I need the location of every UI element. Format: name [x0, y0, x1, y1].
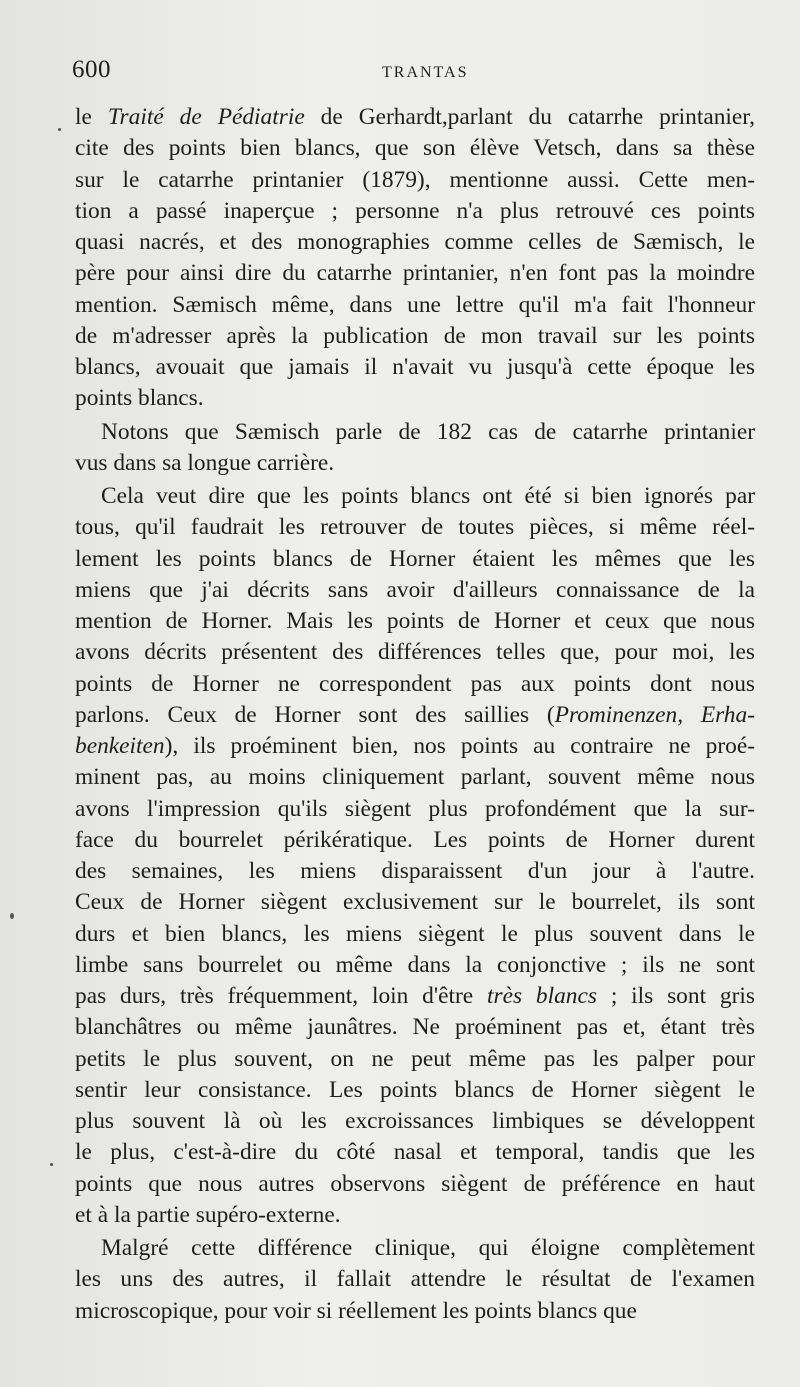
text-run: parlons. Ceux de Horner sont des saillies (: [75, 701, 555, 728]
text-line: et à la partie supéro-externe.: [75, 1201, 341, 1228]
text-line: Cela veut dire que les points blancs ont été si bien ignorés par: [101, 483, 755, 509]
text-line: points que nous autres observons siègent de préférence en haut: [75, 1170, 755, 1197]
text-line: miens que j'ai décrits sans avoir d'ailleurs connaissance de la: [75, 576, 755, 603]
text-line: Malgré cette différence clinique, qui éloigne complètement: [101, 1235, 755, 1261]
text-line: des semaines, les miens disparaissent d'un jour à l'autre.: [75, 858, 755, 884]
text-line: mention. Sæmisch même, dans une lettre qu'il m'a fait l'honneur: [75, 291, 755, 318]
text-line: avons décrits présentent des différences telles que, pour moi, les: [75, 639, 755, 666]
body-text: [75, 102, 755, 1327]
paragraph: [75, 481, 755, 1231]
paragraph: [75, 102, 755, 415]
text-line: [75, 731, 755, 762]
text-line: tous, qu'il faudrait les retrouver de toutes pièces, si même réel-: [75, 514, 755, 541]
text-line: [75, 981, 755, 1012]
text-line: durs et bien blancs, les miens siègent le plus souvent dans le: [75, 920, 755, 947]
text-line: sur le catarrhe printanier (1879), mentionne aussi. Cette men-: [75, 166, 755, 193]
text-line: blanchâtres ou même jaunâtres. Ne proéminent pas et, étant très: [75, 1014, 755, 1041]
paragraph: [75, 1233, 755, 1327]
italic-run: benkeiten: [75, 733, 165, 759]
italic-run: Traité de Pédiatrie: [107, 104, 305, 130]
text-run: le: [75, 104, 108, 130]
text-line: [75, 102, 755, 133]
text-line: tion a passé inaperçue ; personne n'a plus retrouvé ces points: [75, 197, 755, 224]
text-line: quasi nacrés, et des monographies comme celles de Sæmisch, le: [75, 229, 755, 255]
text-line: plus souvent là où les excroissances limbiques se développent: [75, 1108, 755, 1134]
print-speck: [10, 913, 14, 919]
running-head: TRANTAS: [382, 64, 469, 81]
text-line: père pour ainsi dire du catarrhe printanier, n'en font pas la moindre: [75, 260, 755, 287]
text-line: Ceux de Horner siègent exclusivement sur le bourrelet, ils sont: [75, 889, 755, 916]
text-line: de m'adresser après la publication de mon travail sur les points: [75, 322, 755, 349]
paragraph: [75, 417, 755, 480]
text-line: [75, 700, 755, 731]
text-line: le plus, c'est-à-dire du côté nasal et temporal, tandis que les: [75, 1139, 755, 1166]
text-run: pas durs, très fréquemment, loin d'être: [75, 983, 487, 1009]
text-line: sentir leur consistance. Les points blancs de Horner siègent le: [75, 1076, 755, 1103]
text-line: vus dans sa longue carrière.: [75, 449, 335, 476]
page-number: 600: [72, 56, 111, 83]
text-line: blancs, avouait que jamais il n'avait vu jusqu'à cette époque les: [75, 354, 755, 380]
text-line: lement les points blancs de Horner étaient les mêmes que les: [75, 545, 755, 572]
text-line: mention de Horner. Mais les points de Horner et ceux que nous: [75, 608, 755, 634]
text-line: microscopique, pour voir si réellement les points blancs que: [75, 1297, 637, 1324]
italic-run: Prominenzen, Erha-: [554, 701, 755, 728]
text-line: Notons que Sæmisch parle de 182 cas de catarrhe printanier: [101, 418, 755, 445]
text-line: limbe sans bourrelet ou même dans la conjonctive ; ils ne sont: [75, 951, 755, 978]
text-line: points de Horner ne correspondent pas aux points dont nous: [75, 670, 755, 697]
text-line: face du bourrelet périkératique. Les points de Horner durent: [75, 826, 755, 853]
text-run: de Gerhardt,parlant du catarrhe printanier,: [304, 104, 755, 130]
text-line: minent pas, au moins cliniquement parlant, souvent même nous: [75, 764, 755, 791]
text-line: points blancs.: [75, 385, 204, 412]
text-run: ; ils sont gris: [596, 983, 755, 1009]
text-line: avons l'impression qu'ils siègent plus profondément que la sur-: [75, 795, 755, 822]
text-line: petits le plus souvent, on ne peut même pas les palper pour: [75, 1045, 755, 1072]
italic-run: très blancs: [486, 983, 597, 1009]
print-speck: [50, 1163, 53, 1166]
text-run: ), ils proéminent bien, nos points au contraire ne proé-: [164, 733, 755, 759]
print-speck: [58, 128, 61, 131]
text-line: cite des points bien blancs, que son élève Vetsch, dans sa thèse: [75, 135, 755, 162]
text-line: les uns des autres, il fallait attendre le résultat de l'examen: [75, 1266, 755, 1293]
